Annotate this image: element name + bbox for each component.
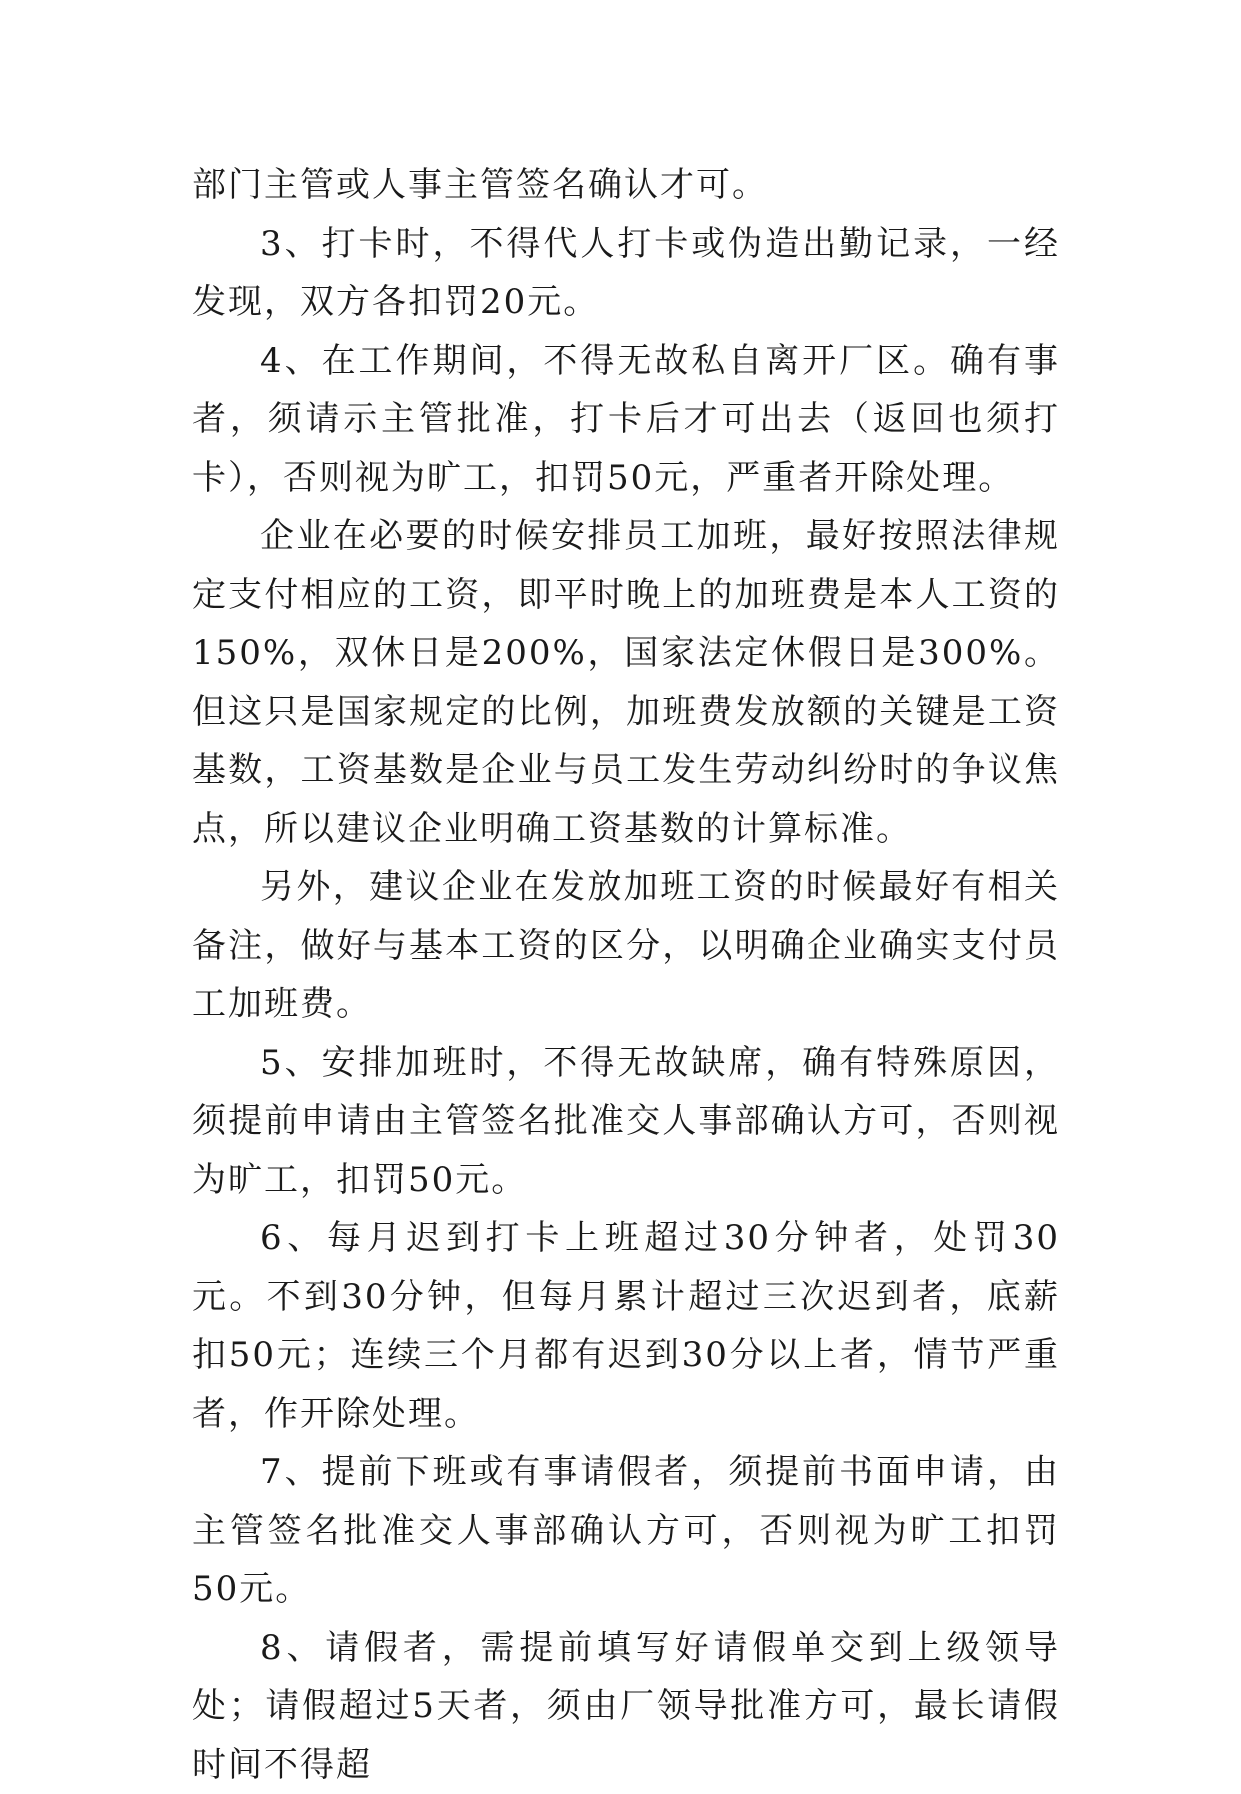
paragraph-rule-5: 5、安排加班时，不得无故缺席，确有特殊原因，须提前申请由主管签名批准交人事部确认方可，否则视为旷工，扣罚50元。: [192, 1034, 1060, 1210]
document-body: [192, 156, 1060, 1794]
paragraph-rule-3: 3、打卡时，不得代人打卡或伪造出勤记录，一经发现，双方各扣罚20元。: [192, 215, 1060, 332]
paragraph-rule-8: 8、请假者，需提前填写好请假单交到上级领导处；请假超过5天者，须由厂领导批准方可，最长请假时间不得超: [192, 1619, 1060, 1794]
paragraph-overtime-pay: 企业在必要的时候安排员工加班，最好按照法律规定支付相应的工资，即平时晚上的加班费是本人工资的150%，双休日是200%，国家法定休假日是300%。但这只是国家规定的比例，加班费发放额的关键是工资基数，工资基数是企业与员工发生劳动纠纷时的争议焦点，所以建议企业明确工资基数的计算标准。: [192, 507, 1060, 858]
paragraph-overtime-note: 另外，建议企业在发放加班工资的时候最好有相关备注，做好与基本工资的区分，以明确企业确实支付员工加班费。: [192, 858, 1060, 1034]
paragraph-rule-6: 6、每月迟到打卡上班超过30分钟者，处罚30元。不到30分钟，但每月累计超过三次迟到者，底薪扣50元；连续三个月都有迟到30分以上者，情节严重者，作开除处理。: [192, 1209, 1060, 1443]
paragraph-rule-7: 7、提前下班或有事请假者，须提前书面申请，由主管签名批准交人事部确认方可，否则视为旷工扣罚50元。: [192, 1443, 1060, 1619]
paragraph-continuation: 部门主管或人事主管签名确认才可。: [192, 156, 1060, 215]
paragraph-rule-4: 4、在工作期间，不得无故私自离开厂区。确有事者，须请示主管批准，打卡后才可出去（返回也须打卡），否则视为旷工，扣罚50元，严重者开除处理。: [192, 332, 1060, 508]
